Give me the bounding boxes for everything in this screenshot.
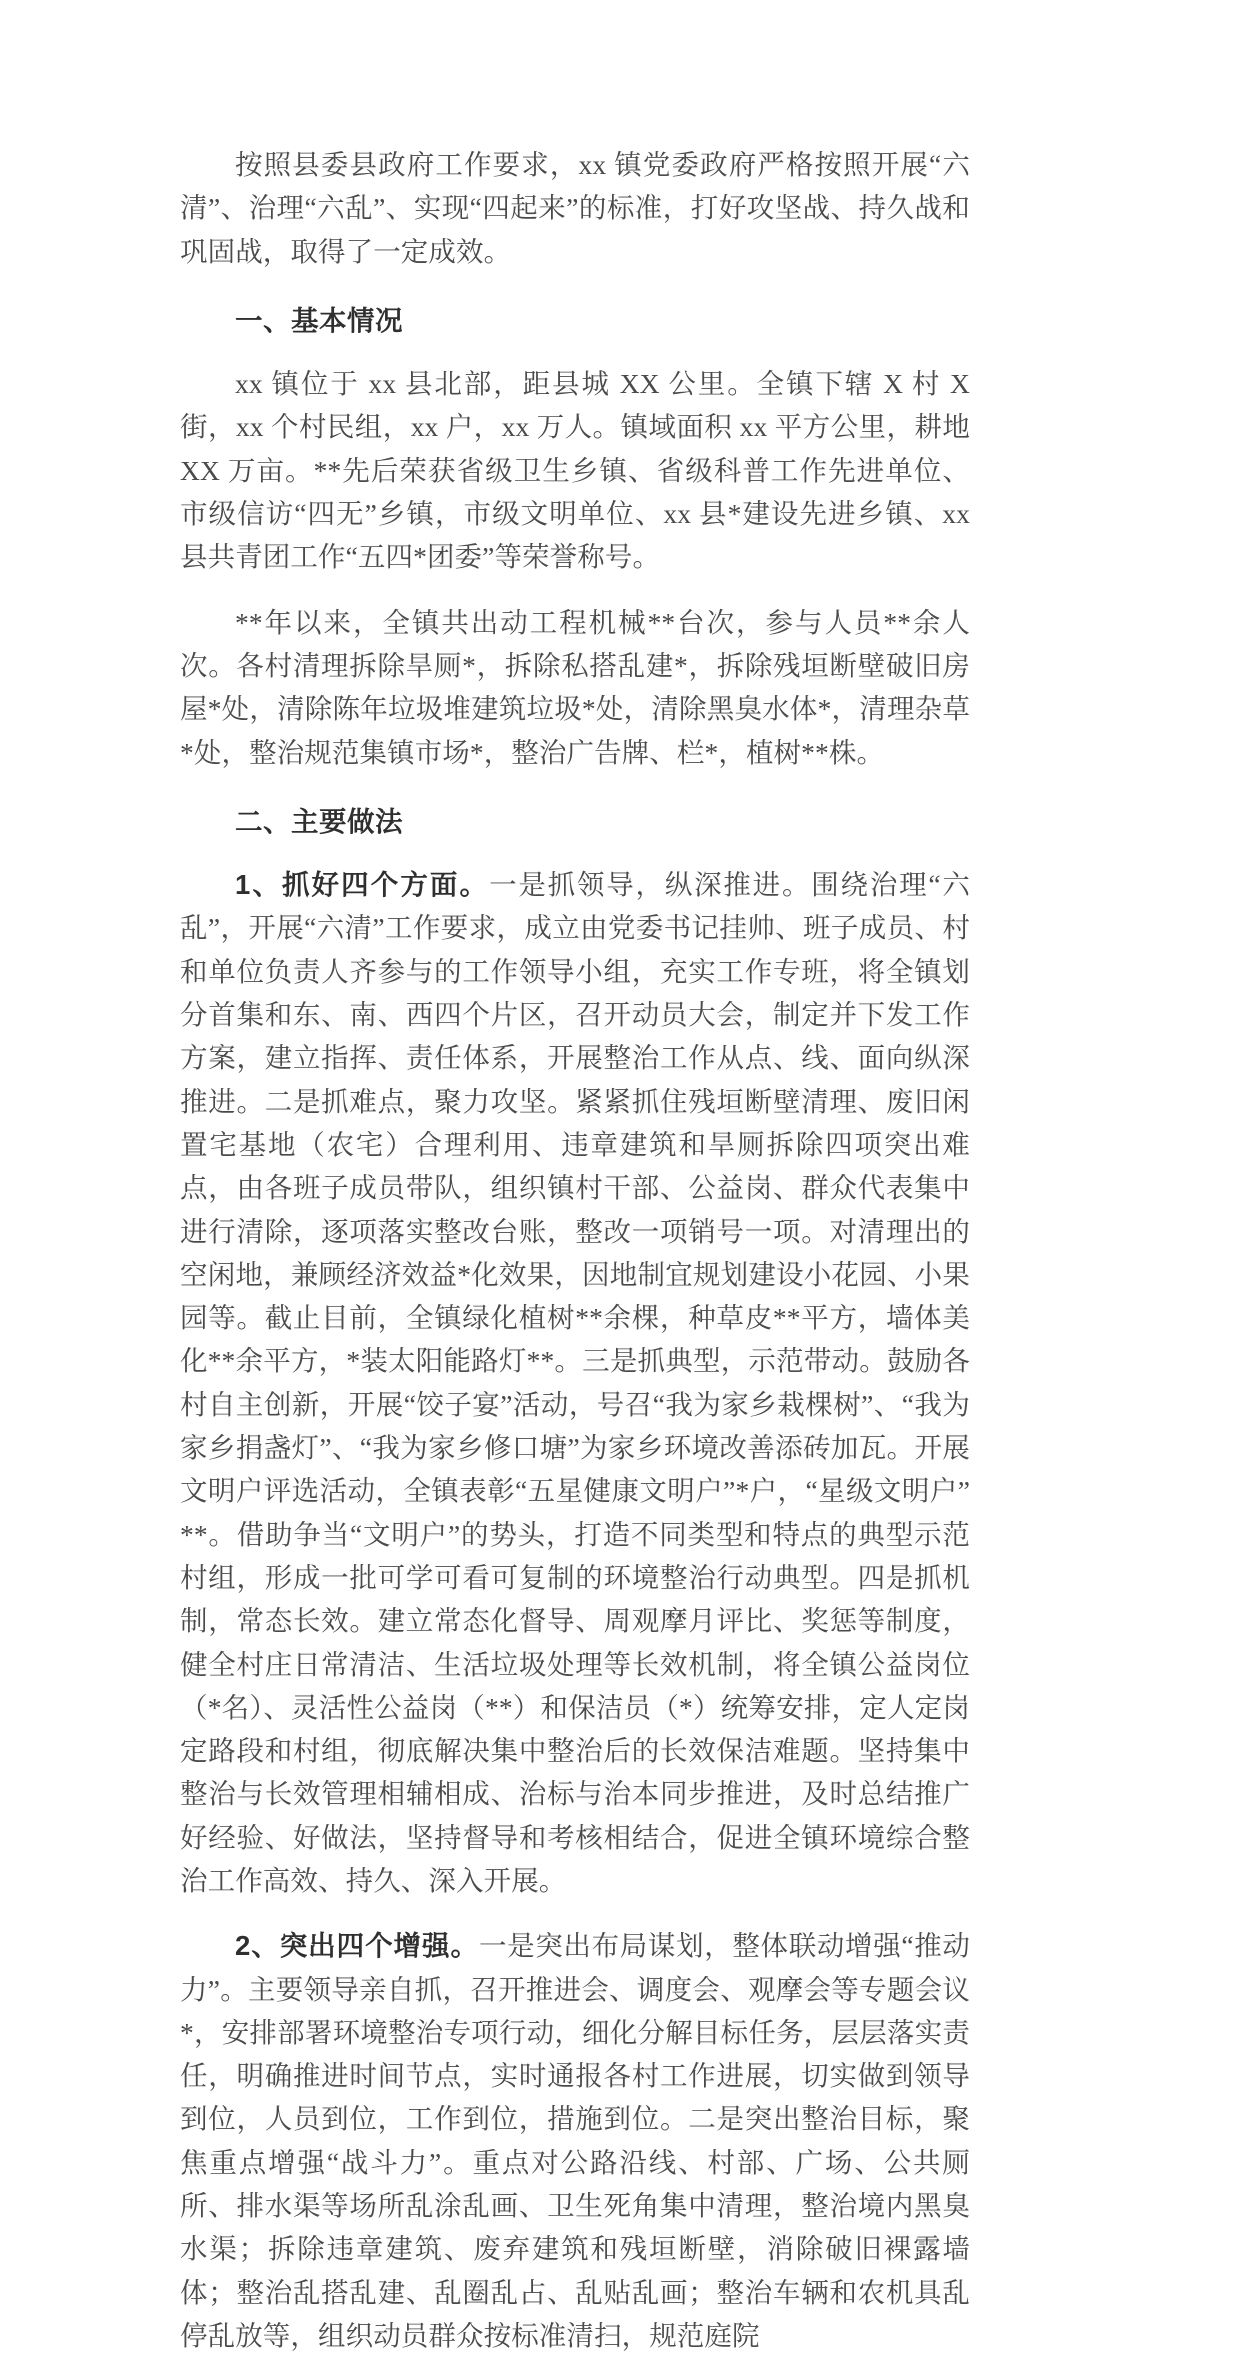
method-1-body-text: 一是抓领导，纵深推进。围绕治理“六乱”，开展“六清”工作要求，成立由党委书记挂帅、班子成员、村和单位负责人齐参与的工作领导小组，充实工作专班，将全镇划分首集和东、南、西四个片区，召开动员大会，制定并下发工作方案，建立指挥、责任体系，开展整治工作从点、线、面向纵深推进。二是抓难点，聚力攻坚。紧紧抓住残垣断壁清理、废旧闲置宅基地（农宅）合理利用、违章建筑和旱厕拆除四项突出难点，由各班子成员带队，组织镇村干部、公益岗、群众代表集中进行清除，逐项落实整改台账，整改一项销号一项。对清理出的空闲地，兼顾经济效益*化效果，因地制宜规划建设小花园、小果园等。截止目前，全镇绿化植树**余棵，种草皮**平方，墙体美化**余平方，*装太阳能路灯**。三是抓典型，示范带动。鼓励各村自主创新，开展“饺子宴”活动，号召“我为家乡栽棵树”、“我为家乡捐盏灯”、“我为家乡修口塘”为家乡环境改善添砖加瓦。开展文明户评选活动，全镇表彰“五星健康文明户”*户，“星级文明户”**。借助争当“文明户”的势头，打造不同类型和特点的典型示范村组，形成一批可学可看可复制的环境整治行动典型。四是抓机制，常态长效。建立常态化督导、周观摩月评比、奖惩等制度，健全村庄日常清洁、生活垃圾处理等长效机制，将全镇公益岗位（*名）、灵活性公益岗（**）和保洁员（*）统筹安排，定人定岗定路段和村组，彻底解决集中整治后的长效保洁难题。坚持集中整治与长效管理相辅相成、治标与治本同步推进，及时总结推广好经验、好做法，坚持督导和考核相结合，促进全镇环境综合整治工作高效、持久、深入开展。 <box>180 869 970 1896</box>
section-heading-main-methods: 二、主要做法 <box>235 805 403 837</box>
method-1-lead-label: 1、抓好四个方面。 <box>235 869 490 901</box>
method-2-body-text: 一是突出布局谋划，整体联动增强“推动力”。主要领导亲自抓，召开推进会、调度会、观摩会等专题会议*，安排部署环境整治专项行动，细化分解目标任务，层层落实责任，明确推进时间节点，实时通报各村工作进展，切实做到领导到位，人员到位，工作到位，措施到位。二是突出整治目标，聚焦重点增强“战斗力”。重点对公路沿线、村部、广场、公共厕所、排水渠等场所乱涂乱画、卫生死角集中清理，整治境内黑臭水渠；拆除违章建筑、废弃建筑和残垣断壁，消除破旧裸露墙体；整治乱搭乱建、乱圈乱占、乱贴乱画；整治车辆和农机具乱停乱放等，组织动员群众按标准清扫，规范庭院 <box>180 1930 970 2351</box>
basic-situation-paragraph-2: **年以来，全镇共出动工程机械**台次，参与人员**余人次。各村清理拆除旱厕*，拆除私搭乱建*，拆除残垣断壁破旧房屋*处，清除陈年垃圾堆建筑垃圾*处，清除黑臭水体*，清理杂草*处，整治规范集镇市场*，整治广告牌、栏*，植树**株。 <box>180 606 970 768</box>
basic-situation-paragraph-1: xx 镇位于 xx 县北部，距县城 XX 公里。全镇下辖 X 村 X 街，xx 个村民组，xx 户，xx 万人。镇域面积 xx 平方公里，耕地 XX 万亩。**先后荣获省级卫生乡镇、省级科普工作先进单位、市级信访“四无”乡镇，市级文明单位、xx 县*建设先进乡镇、xx 县共青团工作“五四*团委”等荣誉称号。 <box>180 368 970 573</box>
document-body <box>180 143 970 2357</box>
method-paragraph-2 <box>180 1924 970 2357</box>
method-2-lead-label: 2、突出四个增强。 <box>235 1930 479 1962</box>
intro-paragraph: 按照县委县政府工作要求，xx 镇党委政府严格按照开展“六清”、治理“六乱”、实现“四起来”的标准，打好攻坚战、持久战和巩固战，取得了一定成效。 <box>180 149 970 267</box>
section-heading-basic-situation: 一、基本情况 <box>235 304 403 336</box>
method-paragraph-1 <box>180 863 970 1902</box>
